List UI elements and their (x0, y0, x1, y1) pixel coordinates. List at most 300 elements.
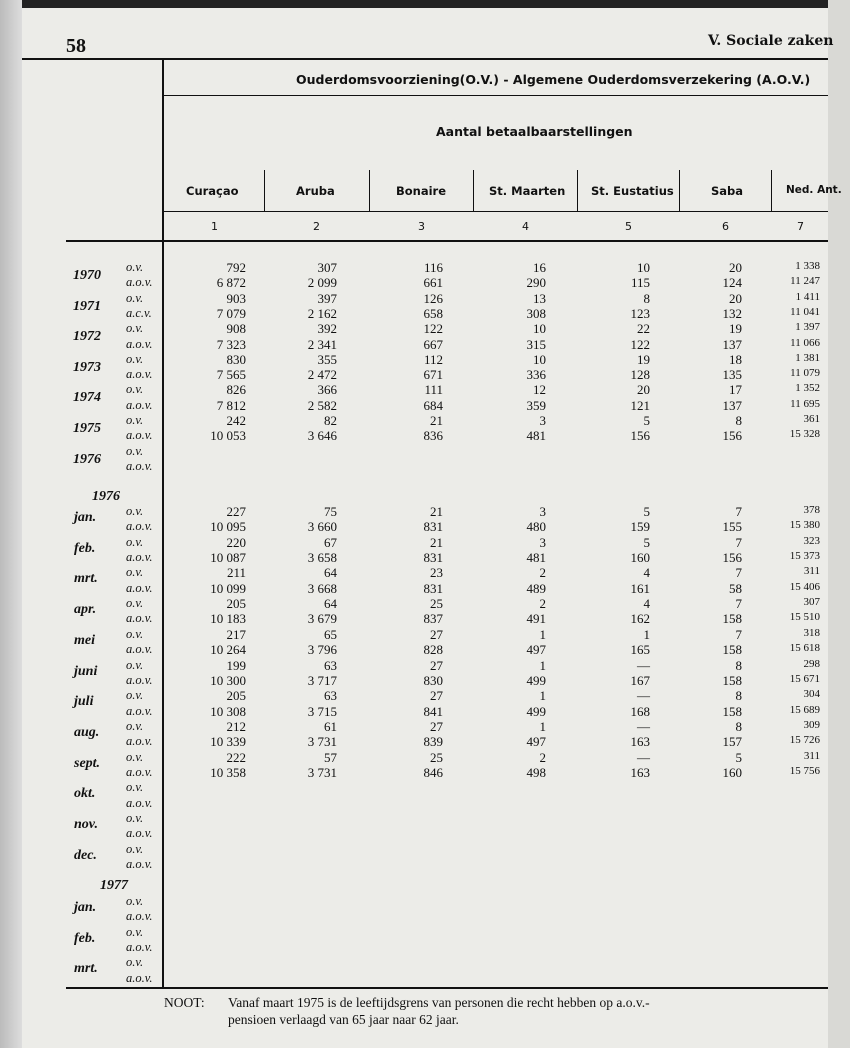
data-cell: 135 (722, 367, 742, 383)
row-label: a.o.v. (126, 580, 153, 595)
data-cell: — (637, 749, 650, 765)
year-label: 1976 (73, 451, 101, 467)
data-cell: 671 (423, 367, 443, 383)
data-cell: — (637, 718, 650, 734)
row-label: a.o.v. (126, 826, 153, 841)
data-cell: 903 (226, 290, 246, 306)
data-cell: 126 (423, 290, 443, 306)
data-cell: 199 (226, 657, 246, 673)
data-cell: 15 373 (789, 550, 820, 563)
data-cell: 3 717 (307, 672, 337, 688)
scan-top-edge (0, 0, 850, 8)
data-cell: 8 (735, 718, 742, 734)
data-cell: 2 099 (307, 275, 337, 291)
data-cell: 11 079 (790, 367, 820, 380)
data-cell: 499 (526, 672, 546, 688)
row-label: o.v. (126, 894, 144, 908)
year-group-label: 1977 (100, 878, 128, 893)
row-label: o.v. (126, 260, 144, 274)
data-cell: 2 341 (307, 336, 337, 352)
data-cell: 159 (630, 519, 650, 535)
data-cell: 10 095 (210, 519, 246, 535)
data-cell: 10 264 (210, 642, 246, 658)
data-cell: 8 (735, 688, 742, 704)
data-cell: 11 041 (790, 305, 820, 318)
month-label: jan. (74, 510, 97, 525)
data-cell: 378 (803, 504, 820, 516)
data-cell: 137 (722, 336, 742, 352)
row-label: a.o.v. (126, 458, 153, 473)
data-cell: 22 (637, 321, 650, 337)
data-cell: 684 (423, 397, 443, 413)
data-cell: 27 (430, 718, 443, 734)
row-label: a.o.v. (126, 672, 153, 687)
year-label: 1975 (73, 421, 101, 436)
data-cell: 830 (226, 351, 246, 367)
data-cell: 242 (226, 413, 246, 428)
data-cell: 7 (735, 596, 742, 612)
data-cell: 64 (324, 596, 337, 612)
data-cell: 7 (735, 504, 742, 519)
scan-right-edge (828, 0, 850, 1048)
data-cell: 10 099 (210, 580, 246, 596)
column-header: St. Eustatius (591, 184, 674, 198)
data-cell: 308 (526, 305, 546, 321)
page-number: 58 (66, 35, 86, 57)
data-cell: 163 (630, 734, 650, 750)
column-header: Aruba (296, 184, 335, 198)
month-label: nov. (74, 817, 98, 832)
data-cell: 19 (637, 351, 650, 367)
data-cell: 21 (430, 534, 443, 550)
data-cell: 1 381 (795, 351, 820, 364)
data-cell: 158 (722, 611, 742, 627)
data-cell: 121 (630, 397, 650, 413)
data-cell: 309 (803, 718, 820, 731)
data-cell: 3 796 (307, 642, 337, 658)
column-number: 5 (625, 220, 632, 233)
data-cell: 205 (226, 596, 246, 612)
month-label: sept. (74, 755, 101, 771)
header-title-rule (162, 95, 828, 96)
data-cell: 13 (533, 290, 546, 306)
data-cell: 304 (803, 688, 820, 701)
data-cell: 3 731 (307, 734, 337, 750)
data-cell: 480 (526, 519, 546, 535)
data-cell: 20 (729, 260, 742, 275)
column-number: 1 (211, 220, 218, 233)
year-label: 1974 (73, 390, 101, 406)
data-cell: 10 300 (210, 672, 246, 688)
data-cell: 65 (324, 626, 337, 642)
row-label: o.v. (126, 955, 144, 970)
data-cell: 217 (226, 626, 246, 642)
col-divider (264, 170, 265, 211)
scan-left-edge (0, 0, 22, 1048)
row-label: a.o.v. (126, 764, 153, 779)
row-label: a.o.v. (126, 734, 153, 749)
data-cell: 3 (539, 413, 546, 428)
data-cell: 2 (539, 596, 546, 612)
row-label: a.o.v. (126, 703, 153, 718)
data-cell: 67 (324, 534, 337, 550)
data-cell: 298 (803, 657, 820, 670)
data-cell: 1 (539, 688, 546, 704)
year-label: 1973 (73, 359, 101, 375)
data-cell: 10 (533, 351, 546, 367)
data-cell: 846 (423, 764, 443, 780)
data-cell: 122 (630, 336, 650, 352)
data-cell: 27 (430, 657, 443, 673)
data-cell: 63 (324, 657, 337, 673)
data-cell: 307 (317, 260, 337, 275)
data-cell: 111 (424, 382, 443, 398)
data-cell: 10 339 (210, 734, 246, 750)
data-cell: 168 (630, 703, 650, 719)
data-cell: 25 (430, 749, 443, 765)
data-cell: 491 (526, 611, 546, 627)
month-label: juli (74, 694, 94, 710)
data-cell: 499 (526, 703, 546, 719)
data-cell: 19 (729, 321, 742, 337)
data-cell: 839 (423, 734, 443, 750)
data-cell: 831 (423, 580, 443, 596)
data-cell: 497 (526, 642, 546, 658)
data-cell: 162 (630, 611, 650, 627)
data-cell: 489 (526, 580, 546, 596)
row-label: o.v. (126, 780, 144, 795)
year-label: 1971 (73, 298, 101, 314)
column-number: 6 (722, 220, 729, 233)
row-label: a.o.v. (126, 940, 153, 955)
data-cell: 128 (630, 367, 650, 383)
data-cell: 18 (729, 351, 742, 367)
data-cell: 2 472 (307, 367, 337, 383)
data-cell: 15 510 (789, 611, 820, 624)
data-cell: 160 (722, 764, 742, 780)
data-cell: 361 (803, 413, 820, 425)
data-cell: 10 053 (210, 428, 246, 444)
data-cell: 3 646 (307, 428, 337, 444)
data-cell: 17 (729, 382, 742, 398)
data-cell: 115 (630, 275, 650, 291)
data-cell: 3 (539, 504, 546, 519)
data-cell: 7 (735, 626, 742, 642)
data-cell: 158 (722, 642, 742, 658)
data-cell: 2 162 (307, 305, 337, 321)
table-bottom-rule (66, 987, 828, 989)
data-cell: 1 411 (795, 290, 820, 303)
data-cell: 7 565 (216, 367, 246, 383)
table-title: Ouderdomsvoorziening(O.V.) - Algemene Ouderdomsverzekering (A.O.V.) (296, 72, 811, 87)
data-cell: 5 (643, 534, 650, 550)
col-divider (577, 170, 578, 211)
data-cell: 3 731 (307, 764, 337, 780)
data-cell: 15 726 (789, 734, 820, 747)
data-cell: 15 406 (789, 580, 820, 593)
row-label: o.v. (126, 413, 144, 427)
row-label: o.v. (126, 290, 144, 305)
data-cell: 160 (630, 550, 650, 566)
data-cell: 5 (643, 504, 650, 519)
data-cell: 661 (423, 275, 443, 291)
data-cell: 318 (803, 626, 820, 639)
column-number: 3 (418, 220, 425, 233)
data-cell: 157 (722, 734, 742, 750)
month-label: dec. (74, 847, 97, 863)
data-cell: 498 (526, 764, 546, 780)
col-divider (679, 170, 680, 211)
row-label: o.v. (126, 596, 144, 611)
data-cell: 4 (643, 565, 650, 581)
data-cell: 7 323 (216, 336, 246, 352)
year-group-label: 1976 (92, 489, 120, 504)
data-cell: 23 (430, 565, 443, 581)
top-rule (22, 58, 828, 60)
col-divider (369, 170, 370, 211)
month-label: juni (74, 663, 98, 679)
month-label: feb. (74, 540, 96, 556)
data-cell: 132 (722, 305, 742, 321)
row-label: o.v. (126, 534, 144, 549)
data-cell: 155 (722, 519, 742, 535)
data-cell: 1 (539, 657, 546, 673)
data-cell: 828 (423, 642, 443, 658)
row-label: a.o.v. (126, 611, 153, 626)
month-label: jan. (74, 900, 97, 915)
data-cell: 7 079 (216, 305, 246, 321)
data-cell: 15 380 (789, 519, 820, 532)
col-divider (771, 170, 772, 211)
data-cell: 227 (226, 504, 246, 519)
data-cell: 3 679 (307, 611, 337, 627)
data-cell: 211 (226, 565, 246, 581)
data-cell: 15 756 (789, 764, 820, 777)
row-label: a.o.v. (126, 275, 153, 290)
data-cell: 8 (735, 657, 742, 673)
data-cell: 156 (630, 428, 650, 444)
data-cell: 156 (722, 428, 742, 444)
month-label: mrt. (74, 961, 98, 977)
row-label: o.v. (126, 718, 144, 733)
data-cell: 75 (324, 504, 337, 519)
data-cell: 20 (729, 290, 742, 306)
column-number: 2 (313, 220, 320, 233)
column-number: 7 (797, 220, 804, 233)
note-line-1: Vanaf maart 1975 is de leeftijdsgrens van personen die recht hebben op a.o.v.- (228, 995, 650, 1010)
data-cell: 64 (324, 565, 337, 581)
row-label: o.v. (126, 504, 144, 518)
row-label: o.v. (126, 382, 144, 397)
row-label: o.v. (126, 688, 144, 703)
row-label: o.v. (126, 811, 144, 825)
data-cell: 165 (630, 642, 650, 658)
data-cell: 158 (722, 703, 742, 719)
data-cell: — (637, 688, 650, 704)
data-cell: 82 (324, 413, 337, 428)
data-cell: 5 (735, 749, 742, 765)
data-cell: 21 (430, 413, 443, 428)
data-cell: 667 (423, 336, 443, 352)
data-cell: 220 (226, 534, 246, 550)
data-cell: 3 715 (307, 703, 337, 719)
data-cell: 397 (317, 290, 337, 306)
section-title: V. Sociale zaken (708, 33, 834, 49)
row-label: o.v. (126, 841, 144, 856)
table-subtitle: Aantal betaalbaarstellingen (436, 124, 633, 139)
month-label: aug. (74, 724, 100, 740)
column-number: 4 (522, 220, 529, 233)
data-cell: 11 066 (790, 336, 820, 349)
data-cell: 6 872 (216, 275, 246, 291)
column-header: Ned. Ant. (786, 184, 842, 196)
data-cell: 222 (226, 749, 246, 765)
data-cell: 315 (526, 336, 546, 352)
row-label: a.o.v. (126, 970, 153, 985)
data-cell: — (637, 657, 650, 673)
data-cell: 1 (643, 626, 650, 642)
data-cell: 830 (423, 672, 443, 688)
row-label: a.o.v. (126, 642, 153, 657)
data-cell: 61 (324, 718, 337, 734)
row-label: o.v. (126, 657, 144, 672)
data-cell: 205 (226, 688, 246, 704)
data-cell: 158 (722, 672, 742, 688)
data-cell: 336 (526, 367, 546, 383)
data-cell: 10 308 (210, 703, 246, 719)
data-cell: 1 (539, 718, 546, 734)
data-cell: 156 (722, 550, 742, 566)
data-cell: 4 (643, 596, 650, 612)
data-cell: 10 087 (210, 550, 246, 566)
data-cell: 112 (423, 351, 443, 367)
data-cell: 27 (430, 626, 443, 642)
data-cell: 355 (317, 351, 337, 367)
data-cell: 15 618 (789, 642, 820, 655)
data-cell: 11 247 (790, 275, 820, 288)
year-label: 1972 (73, 329, 101, 345)
data-cell: 16 (533, 260, 546, 275)
data-cell: 12 (533, 382, 546, 398)
column-header: Bonaire (396, 184, 447, 198)
data-cell: 1 338 (795, 260, 820, 272)
data-cell: 10 (533, 321, 546, 337)
data-cell: 7 812 (216, 397, 246, 413)
data-cell: 10 183 (210, 611, 246, 627)
row-label: a.c.v. (126, 305, 152, 320)
data-cell: 163 (630, 764, 650, 780)
data-cell: 122 (423, 321, 443, 337)
data-cell: 15 689 (789, 703, 820, 716)
row-label: a.o.v. (126, 795, 153, 810)
data-cell: 2 (539, 749, 546, 765)
data-cell: 2 582 (307, 397, 337, 413)
month-label: mrt. (74, 571, 98, 587)
data-cell: 212 (226, 718, 246, 734)
data-cell: 137 (722, 397, 742, 413)
row-label: a.o.v. (126, 336, 153, 351)
data-cell: 57 (324, 749, 337, 765)
data-cell: 3 668 (307, 580, 337, 596)
data-cell: 167 (630, 672, 650, 688)
data-cell: 658 (423, 305, 443, 321)
data-cell: 3 658 (307, 550, 337, 566)
row-label: o.v. (126, 565, 144, 580)
data-cell: 58 (729, 580, 742, 596)
data-cell: 116 (423, 260, 443, 275)
row-label: o.v. (126, 351, 144, 366)
header-column-rule (162, 211, 828, 212)
row-label: a.o.v. (126, 550, 153, 565)
row-label: o.v. (126, 749, 144, 764)
data-cell: 7 (735, 534, 742, 550)
data-cell: 392 (317, 321, 337, 337)
data-cell: 831 (423, 550, 443, 566)
month-label: apr. (74, 602, 97, 618)
note-label: NOOT: (164, 995, 205, 1010)
data-cell: 311 (803, 749, 820, 762)
month-label: feb. (74, 930, 96, 946)
column-header: St. Maarten (489, 184, 566, 198)
month-label: okt. (74, 786, 96, 802)
data-cell: 124 (722, 275, 742, 291)
data-cell: 123 (630, 305, 650, 321)
month-label: mei (74, 632, 95, 648)
data-cell: 11 695 (790, 397, 820, 410)
data-cell: 908 (226, 321, 246, 337)
row-label: a.o.v. (126, 428, 153, 443)
data-cell: 8 (735, 413, 742, 428)
column-header: Curaçao (186, 184, 239, 198)
data-cell: 311 (803, 565, 820, 578)
data-cell: 307 (803, 596, 820, 609)
row-label: a.o.v. (126, 909, 153, 924)
row-label: o.v. (126, 924, 144, 939)
data-cell: 323 (803, 534, 820, 547)
row-label: a.o.v. (126, 397, 153, 412)
data-cell: 1 397 (795, 321, 820, 334)
data-cell: 836 (423, 428, 443, 444)
data-cell: 21 (430, 504, 443, 519)
row-label: a.o.v. (126, 367, 153, 382)
data-cell: 481 (526, 550, 546, 566)
note-line-2: pensioen verlaagd van 65 jaar naar 62 jaar. (228, 1012, 459, 1027)
data-cell: 1 352 (795, 382, 820, 395)
data-cell: 5 (643, 413, 650, 428)
data-cell: 290 (526, 275, 546, 291)
data-cell: 841 (423, 703, 443, 719)
data-cell: 7 (735, 565, 742, 581)
data-cell: 481 (526, 428, 546, 444)
data-cell: 359 (526, 397, 546, 413)
header-bottom-rule (66, 240, 828, 242)
row-label: o.v. (126, 321, 144, 336)
data-cell: 27 (430, 688, 443, 704)
year-label: 1970 (73, 268, 101, 283)
row-label: o.v. (126, 626, 144, 641)
data-cell: 2 (539, 565, 546, 581)
row-label: a.o.v. (126, 857, 153, 872)
data-cell: 8 (643, 290, 650, 306)
col-divider (473, 170, 474, 211)
row-label: o.v. (126, 443, 144, 458)
data-cell: 15 328 (789, 428, 820, 441)
data-cell: 20 (637, 382, 650, 398)
stub-divider (162, 60, 164, 988)
data-cell: 1 (539, 626, 546, 642)
data-cell: 15 671 (789, 672, 820, 685)
data-cell: 25 (430, 596, 443, 612)
